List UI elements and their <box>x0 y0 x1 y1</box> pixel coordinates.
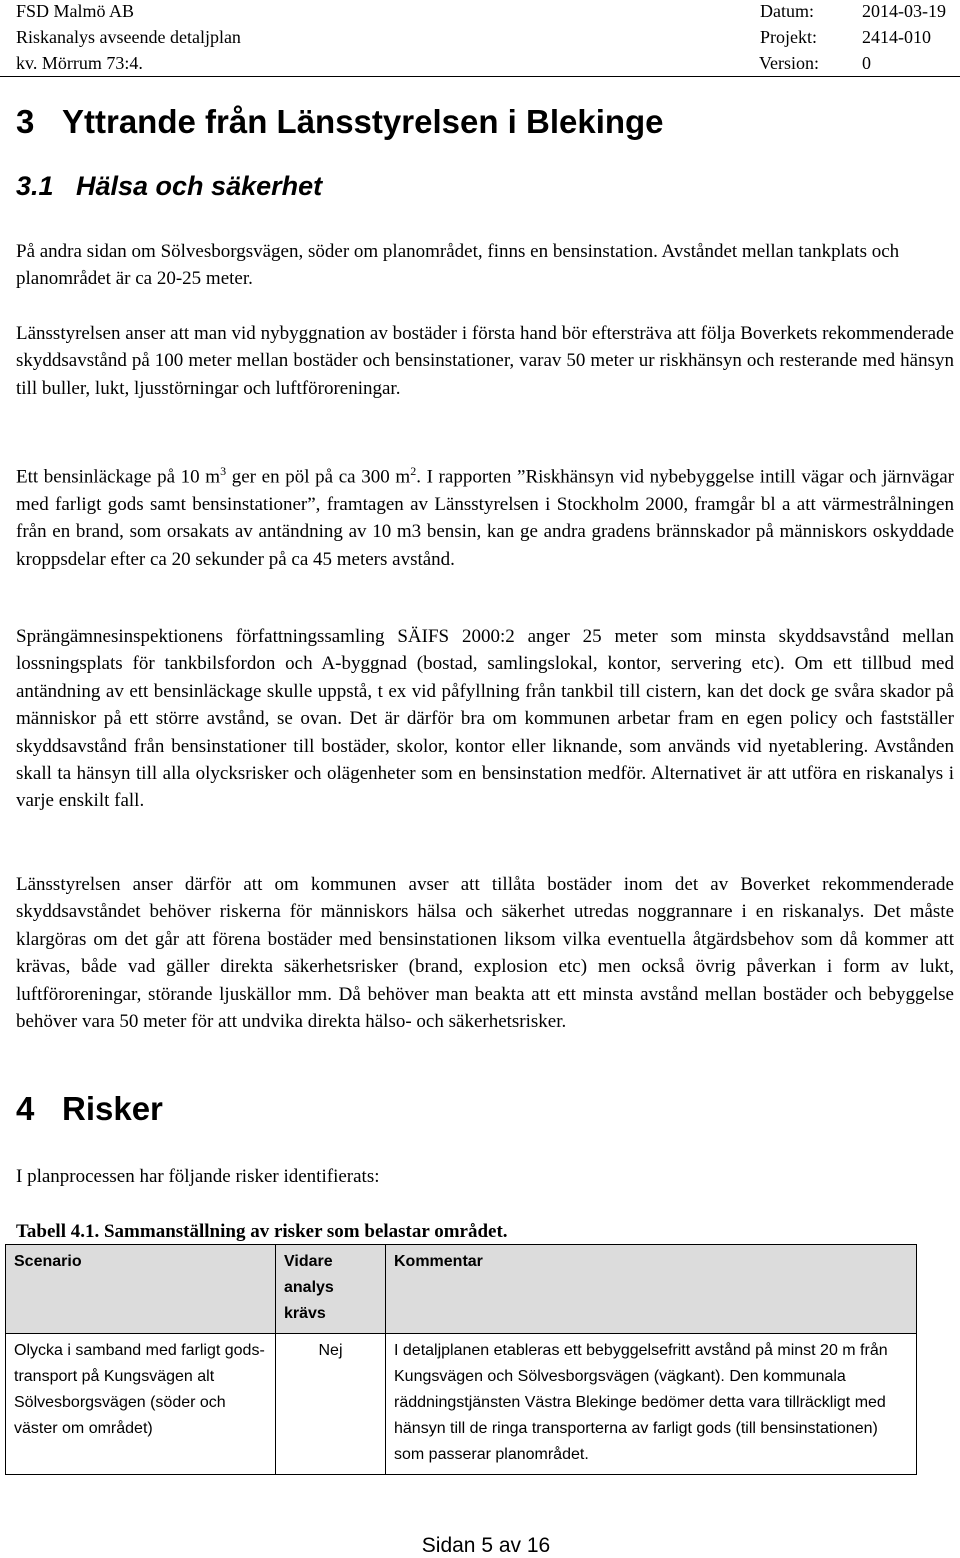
date-label: Datum: <box>760 1 814 21</box>
date-value: 2014-03-19 <box>862 1 946 21</box>
project-value: 2414-010 <box>862 27 931 47</box>
column-header-comment: Kommentar <box>386 1245 917 1334</box>
section-3-heading <box>16 102 664 142</box>
section-4-title: Risker <box>62 1090 163 1127</box>
paragraph-county-assessment: Länsstyrelsen anser därför att om kommunen avser att tillåta bostäder inom det av Boverket rekommenderade skyddsavståndet behöver riskerna för människors hälsa och säkerhet utredas noggrannare i en riskanalys. Det måste klargöras om det går att förena bostäder med bensinstationen liksom vilka eventuella åtgärdsbehov som då kommer att krävas, både vad gäller direkta säkerhetsrisker (brand, explosion etc) men också övrig påverkan i form av lukt, luftföroreningar, störande ljuskällor mm. Då behöver man beakta att ett minsta avstånd mellan bostäder och bebyggelse behöver vara 50 meter för att undvika direkta hälso- och säkerhetsrisker. <box>16 874 954 1033</box>
superscript-2: 2 <box>410 464 417 478</box>
table-row <box>6 1334 917 1475</box>
column-header-analysis: Vidare analys krävs <box>276 1245 386 1334</box>
paragraph-boverket-distance: Länsstyrelsen anser att man vid nybyggnation av bostäder i första hand bör eftersträva att följa Boverkets rekommenderade skyddsavstånd på 100 meter mellan bostäder och bensinstationer, varav 50 meter ur riskhänsyn och resterande med hänsyn till buller, lukt, ljusstörningar och luftföroreningar. <box>16 323 954 399</box>
property-designation: kv. Mörrum 73:4. <box>16 53 143 73</box>
project-label: Projekt: <box>760 27 817 47</box>
spill-text-a: Ett bensinläckage på 10 m <box>16 466 221 488</box>
version-value: 0 <box>862 53 871 73</box>
section-4-heading <box>16 1089 163 1129</box>
section-3-title: Yttrande från Länsstyrelsen i Blekinge <box>62 103 664 140</box>
section-4-number: 4 <box>16 1090 35 1127</box>
page-number: Sidan 5 av 16 <box>421 1534 551 1557</box>
superscript-3: 3 <box>220 464 227 478</box>
cell-analysis: Nej <box>276 1334 386 1475</box>
paragraph-risks-intro: I planprocessen har följande risker identifierats: <box>16 1166 380 1187</box>
header-row-1 <box>16 0 134 22</box>
subsection-3-1-number: 3.1 <box>16 171 54 201</box>
subsection-3-1-title: Hälsa och säkerhet <box>76 171 323 201</box>
header-row-3 <box>16 52 143 74</box>
document-title: Riskanalys avseende detaljplan <box>16 27 241 47</box>
spill-text-c: . I rapporten ”Riskhänsyn vid nybebyggelse intill vägar och järnvägar med farligt gods samt bensinstationer”, framtagen av Länsstyrelsen i Stockholm 2000, framgår bl a att värmestrålningen från en brand, som orsakats av antändning av 10 m3 bensin, kan ge andra gradens brännskador på människors oskyddade kroppsdelar efter ca 20 sekunder på ca 45 meters avstånd. <box>16 466 954 570</box>
cell-scenario: Olycka i samband med farligt gods-transport på Kungsvägen alt Sölvesborgsvägen (söder och väster om området) <box>6 1334 276 1475</box>
section-3-number: 3 <box>16 103 35 140</box>
company-name: FSD Malmö AB <box>16 1 135 21</box>
paragraph-station-distance: På andra sidan om Sölvesborgsvägen, söder om planområdet, finns en bensinstation. Avståndet mellan tankplats och planområdet är ca 20-25 meter. <box>16 241 900 290</box>
header-row-2 <box>16 26 241 48</box>
version-label: Version: <box>759 53 819 73</box>
page-header <box>0 0 960 77</box>
paragraph-saifs: Sprängämnesinspektionens författningssamling SÄIFS 2000:2 anger 25 meter som minsta skyddsavstånd mellan lossningsplats för tankbilsfordon och A-byggnad (bostad, samlingslokal, kontor, servering etc). Om ett tillbud med antändning av ett bensinläckage skulle uppstå, t ex vid påfyllning från tankbil till cistern, kan det dock ge svåra skador på människor på ett större avstånd, se ovan. Det är därför bra om kommunen arbetar fram en egen policy och fastställer skyddsavstånd från bensinstationer till bostäder, skolor, kontor eller liknande, som används vid nyetablering. Avstånden skall ta hänsyn till alla olycksrisker och olägenheter som en bensinstation medför. Alternativet är att utföra en riskanalys i varje enskilt fall. <box>16 626 954 812</box>
column-header-scenario: Scenario <box>6 1245 276 1334</box>
table-caption: Tabell 4.1. Sammanställning av risker som belastar området. <box>16 1221 508 1242</box>
table-header-row <box>6 1245 917 1334</box>
paragraph-spill-report <box>16 458 954 573</box>
cell-comment: I detaljplanen etableras ett bebyggelsefritt avstånd på minst 20 m från Kungsvägen och Sölvesborgsvägen (vägkant). Den kommunala räddningstjänsten Västra Blekinge bedömer detta vara tillräckligt med hänsyn till de ringa transporterna av farligt gods (till bensinstationen) som passerar planområdet. <box>386 1334 917 1475</box>
spill-text-b: ger en pöl på ca 300 m <box>226 466 411 488</box>
risk-table <box>5 1244 917 1475</box>
subsection-3-1-heading <box>16 170 322 202</box>
